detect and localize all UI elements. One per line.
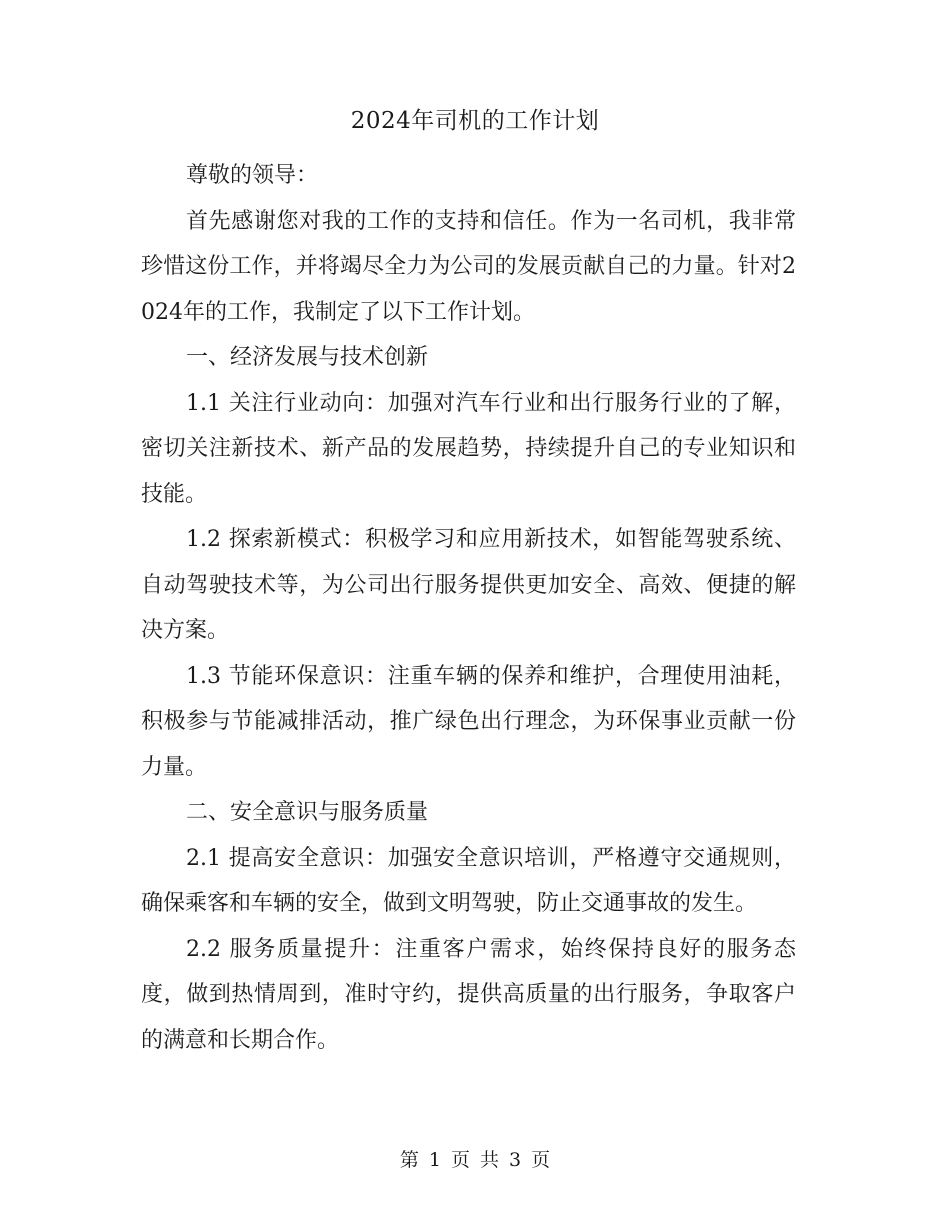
intro-paragraph: 首先感谢您对我的工作的支持和信任。作为一名司机，我非常珍惜这份工作，并将竭尽全力为公司的发展贡献自己的力量。针对2024年的工作，我制定了以下工作计划。	[141, 208, 796, 325]
document-body	[141, 153, 796, 1063]
item-1-3: 1.3 节能环保意识：注重车辆的保养和维护，合理使用油耗，积极参与节能减排活动，推广绿色出行理念，为环保事业贡献一份力量。	[141, 663, 796, 780]
item-1-2: 1.2 探索新模式：积极学习和应用新技术，如智能驾驶系统、自动驾驶技术等，为公司出行服务提供更加安全、高效、便捷的解决方案。	[141, 527, 796, 643]
salutation: 尊敬的领导：	[186, 163, 319, 188]
item-2-1: 2.1 提高安全意识：加强安全意识培训，严格遵守交通规则，确保乘客和车辆的安全，做到文明驾驶，防止交通事故的发生。	[141, 845, 796, 916]
page-footer: 第 1 页 共 3 页	[399, 1149, 551, 1171]
item-2-2: 2.2 服务质量提升：注重客户需求，始终保持良好的服务态度，做到热情周到，准时守约，提供高质量的出行服务，争取客户的满意和长期合作。	[141, 936, 796, 1053]
section-heading-1: 一、经济发展与技术创新	[186, 345, 429, 370]
document-title: 2024年司机的工作计划	[350, 108, 600, 134]
section-heading-2: 二、安全意识与服务质量	[186, 800, 429, 825]
item-1-1: 1.1 关注行业动向：加强对汽车行业和出行服务行业的了解，密切关注新技术、新产品的发展趋势，持续提升自己的专业知识和技能。	[141, 390, 796, 507]
